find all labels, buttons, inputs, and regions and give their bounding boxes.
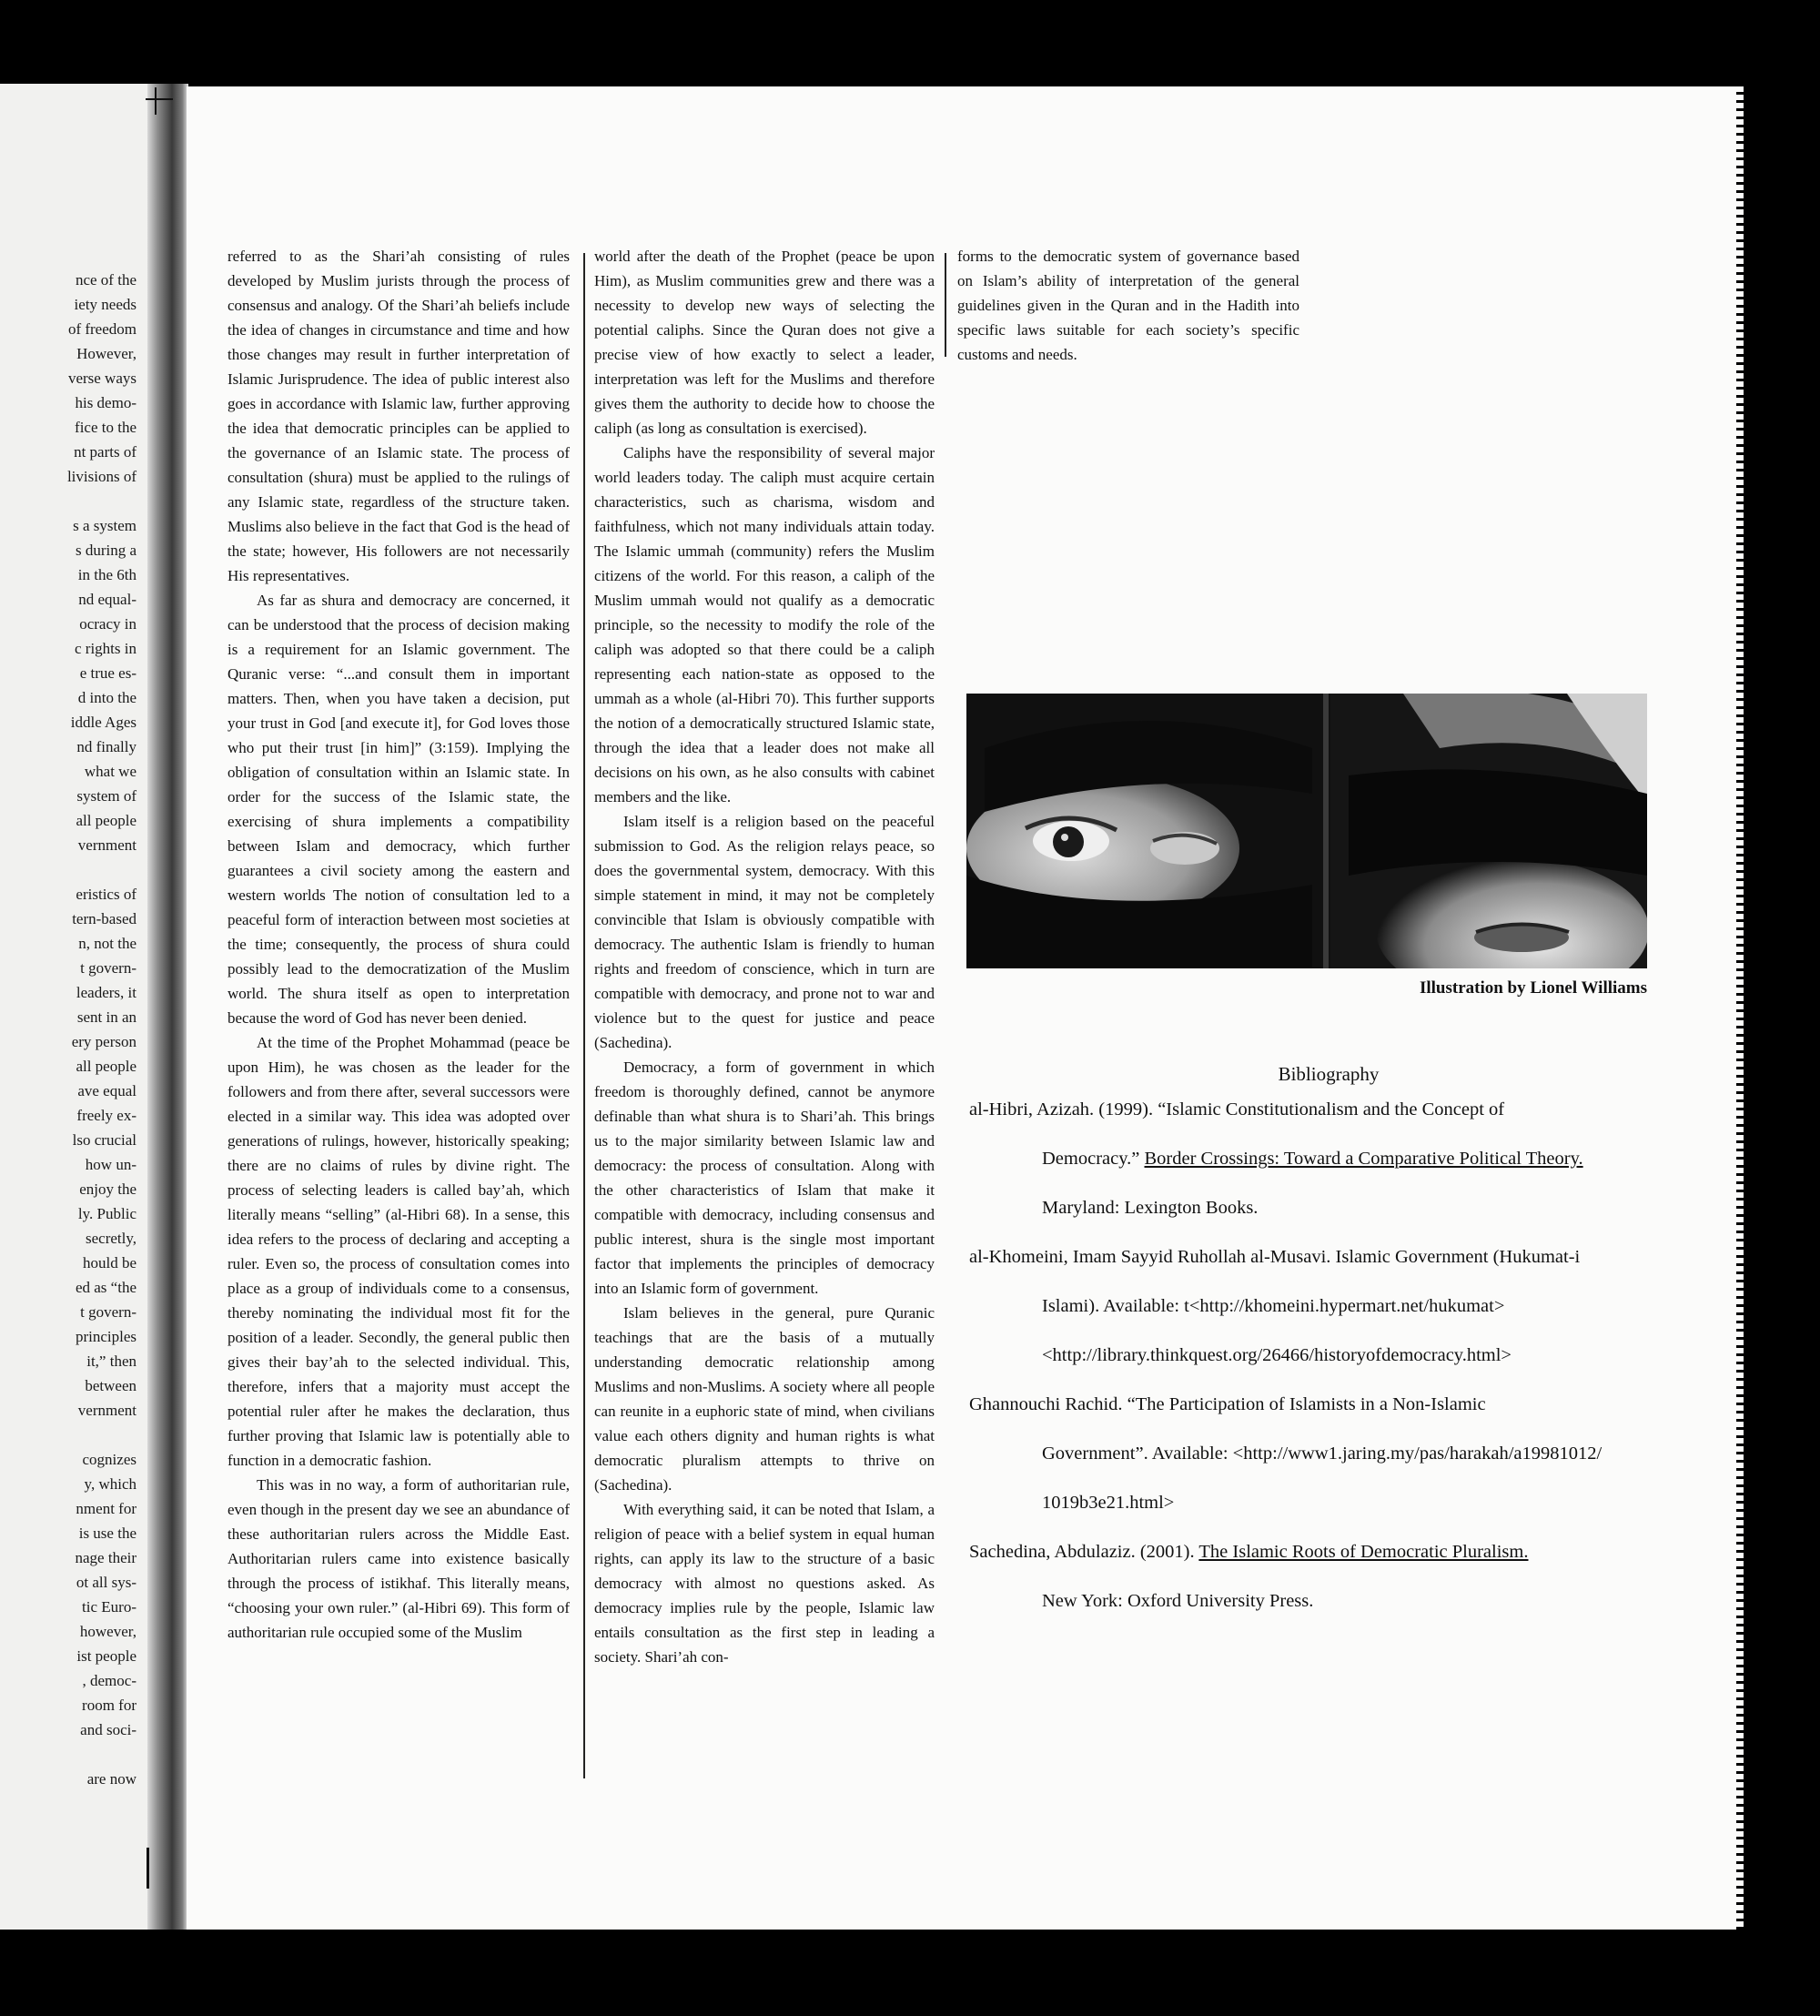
paragraph: forms to the democratic system of governance based on Islam’s ability of interpretation of the general guidelines given in the Quran and in the Hadith into specific laws suitable for each society’s specific customs and needs. [957, 248, 1299, 363]
previous-page-line: it,” then [86, 1352, 136, 1370]
previous-page-line: nce of the [75, 271, 136, 289]
previous-page-line: eristics of [76, 886, 136, 903]
bibliography-heading: Bibliography [1278, 1063, 1380, 1085]
bibliography-line [969, 1247, 1580, 1268]
bibliography-title: The Islamic Roots of Democratic Pluralism. [1198, 1542, 1529, 1562]
previous-page-line: However, [76, 345, 136, 362]
paragraph: world after the death of the Prophet (peace be upon Him), as Muslim communities grew and there was a necessity to develop new ways of selecting the potential caliphs. Since the Quran does not give a precise view of how exactly to select a leader, interpretation was left for the Muslims and therefore gives them the authority to decide how to choose the caliph (as long as consultation is exercised). [594, 248, 935, 437]
column-rule [945, 253, 946, 357]
previous-page-line: ocracy in [79, 615, 136, 633]
previous-page-line: between [85, 1377, 136, 1394]
paragraph: As far as shura and democracy are concerned, it can be understood that the process of decision making is a requirement for an Islamic government. The Quranic verse: “...and consult them in important matters. Then, when you have taken a decision, put your trust in God [and execute it], for God loves those who put their trust [in him]” (3:159). Implying the obligation of consultation within an Islamic state. In order for the success of the Islamic state, the exercising of shura implements a compatibility between Islam and democracy, which further guarantees a civil society among the eastern and western worlds The notion of consultation led to a peaceful form of interaction between most societies at the time; consequently, the process of shura could possibly lead to the democratization of the Muslim world. The shura itself as open to interpretation because the word of God has never been denied. [228, 592, 570, 1027]
previous-page-line: in the 6th [77, 566, 136, 583]
previous-page-line: nage their [75, 1549, 136, 1566]
paragraph: Caliphs have the responsibility of several major world leaders today. The caliph must acquire certain characteristics, such as charisma, wisdom and faithfulness, which not many individuals attain today. The Islamic ummah (community) refers the Muslim citizens of the world. For this reason, a caliph of the Muslim ummah would not qualify as a democratic principle, so the necessity to modify the role of the caliph was adopted so that there could be a caliph representing each nation-state as opposed to the ummah as a whole (al-Hibri 70). This further supports the notion of a democratically structured Islamic state, through the idea that a leader does not make all decisions on his own, as he also consults with cabinet members and the like. [594, 444, 935, 805]
previous-page-line: lso crucial [72, 1131, 136, 1149]
text-column-1 [228, 244, 570, 1645]
previous-page-line: leaders, it [76, 984, 136, 1001]
crop-mark [155, 87, 157, 115]
bibliography-text: Sachedina, Abdulaziz. (2001). [969, 1542, 1199, 1562]
previous-page-line: ly. Public [77, 1205, 136, 1222]
previous-page-line: verse ways [67, 370, 136, 387]
previous-page-line: ery person [71, 1033, 136, 1050]
previous-page-line: how un- [85, 1156, 136, 1173]
previous-page-line: all people [76, 1058, 136, 1075]
column-rule [583, 253, 585, 1778]
bibliography-text: 1019b3e21.html> [1042, 1493, 1175, 1513]
paragraph: This was in no way, a form of authoritarian rule, even though in the present day we see an abundance of these authoritarian rulers across the Middle East. Authoritarian rulers came into existence basically through the process of istikhaf. This literally means, “choosing your own ruler.” (al-Hibri 69). This form of authoritarian rule occupied some of the Muslim [228, 1476, 570, 1641]
crop-mark [146, 98, 173, 100]
previous-page-line: t govern- [80, 959, 136, 977]
previous-page-line: tic Euro- [82, 1598, 136, 1616]
previous-page-line: t govern- [80, 1303, 136, 1321]
previous-page-line: nt parts of [74, 443, 136, 461]
text-column-2 [594, 244, 935, 1669]
previous-page-line: livisions of [66, 468, 136, 485]
bibliography-text: Ghannouchi Rachid. “The Participation of Islamists in a Non-Islamic [969, 1394, 1486, 1414]
previous-page-line: room for [82, 1697, 136, 1714]
crop-mark [147, 1848, 149, 1889]
previous-page-line: c rights in [75, 640, 136, 657]
paragraph: Islam itself is a religion based on the peaceful submission to God. As the religion relays peace, so does the governmental system, democracy. With this simple statement in mind, it may not be completely convincible that Islam is obviously compatible with democracy. The authentic Islam is friendly to human rights and freedom of conscience, which in turn are compatible with democracy, and prone not to war and violence but to the quest for justice and peace (Sachedina). [594, 813, 935, 1051]
bibliography-line [969, 1394, 1486, 1415]
previous-page-line: fice to the [75, 419, 136, 436]
veiled-faces-illustration [966, 694, 1647, 968]
bibliography-line [1042, 1444, 1602, 1464]
bibliography-text: Maryland: Lexington Books. [1042, 1198, 1259, 1218]
bibliography-text: <http://library.thinkquest.org/26466/historyofdemocracy.html> [1042, 1345, 1512, 1365]
bibliography-line [969, 1542, 1528, 1563]
previous-page-line: vernment [77, 836, 136, 854]
paragraph: With everything said, it can be noted that Islam, a religion of peace with a belief system in equal human rights, can apply its law to the structure of a basic democracy with almost no questions asked. As democracy implies rule by the people, Islamic law entails consultation as the first step in leading a society. Shari’ah con- [594, 1501, 935, 1666]
bibliography-line [969, 1099, 1504, 1120]
previous-page-line: what we [84, 763, 136, 780]
bibliography-title: Border Crossings: Toward a Comparative Political Theory. [1144, 1149, 1583, 1169]
previous-page-line: are now [86, 1770, 136, 1788]
previous-page-line: however, [79, 1623, 136, 1640]
previous-page-line: is use the [78, 1525, 136, 1542]
previous-page-line: iddle Ages [70, 714, 136, 731]
previous-page-line: principles [75, 1328, 136, 1345]
bibliography-text: Islami). Available: t<http://khomeini.hypermart.net/hukumat> [1042, 1296, 1505, 1316]
bibliography-line [1042, 1296, 1504, 1317]
bibliography-text: al-Hibri, Azizah. (1999). “Islamic Constitutionalism and the Concept of [969, 1099, 1505, 1119]
text-column-3 [957, 244, 1299, 367]
bibliography-line [1042, 1198, 1258, 1219]
previous-page-line: d into the [77, 689, 136, 706]
bibliography-line [1042, 1345, 1512, 1366]
paragraph: At the time of the Prophet Mohammad (peace be upon Him), he was chosen as the leader for the followers and from there after, several successors were elected in a similar way. This idea was adopted over generations of rulings, however, historically speaking; there are no claims of rules by divine right. The process of selecting leaders is called bay’ah, which literally means “selling” (al-Hibri 68). In a sense, this idea refers to the process of declaring and accepting a ruler. Even so, the process of consultation comes into place as a group of individuals come to a consensus, thereby nominating the individual most fit for the position of a leader. Secondly, the general public then gives their bay’ah to the selected individual. This, therefore, infers that a majority must accept the potential ruler after he makes the declaration, thus further proving that Islamic law is potentially able to function in a democratic fashion. [228, 1034, 570, 1469]
previous-page-line: sent in an [76, 1008, 136, 1026]
previous-page-line: e true es- [79, 664, 136, 682]
previous-page-line: tern-based [72, 910, 136, 927]
previous-page-line: iety needs [74, 296, 136, 313]
page-edge [1736, 86, 1744, 1930]
previous-page-line: s a system [73, 517, 136, 534]
paragraph: referred to as the Shari’ah consisting of rules developed by Muslim jurists through the process of consensus and analogy. Of the Shari’ah beliefs include the idea of changes in circumstance and time and how those changes may result in further interpretation of Islamic Jurisprudence. The idea of public interest also goes in accordance with Islamic law, further approving the idea that democratic principles can be applied to the governance of an Islamic state. The process of consultation (shura) must be applied to the rulings of any Islamic state, regardless of the structure taken. Muslims also believe in the fact that God is the head of the state; however, His followers are not necessarily His representatives. [228, 248, 570, 584]
previous-page-line: nd equal- [78, 591, 136, 608]
previous-page-line: of freedom [67, 320, 136, 338]
paragraph: Islam believes in the general, pure Quranic teachings that are the basis of a mutually understanding democratic relationship among Muslims and non-Muslims. A society where all people can reunite in a euphoric state of mind, when civilians value each others dignity and human rights is what democratic pluralism attempts to thrive on (Sachedina). [594, 1304, 935, 1494]
illustration-image [966, 694, 1647, 968]
book-gutter [147, 84, 188, 1930]
previous-page-line: ave equal [77, 1082, 136, 1099]
previous-page-fragment [0, 84, 155, 1930]
illustration-caption: Illustration by Lionel Williams [1419, 978, 1647, 998]
previous-page-line: nment for [76, 1500, 136, 1517]
previous-page-line: nd finally [76, 738, 136, 755]
previous-page-line: y, which [84, 1475, 136, 1493]
bibliography-text: New York: Oxford University Press. [1042, 1591, 1314, 1611]
previous-page-line: hould be [82, 1254, 136, 1271]
previous-page-line: freely ex- [76, 1107, 136, 1124]
previous-page-line: ot all sys- [76, 1574, 136, 1591]
previous-page-line: enjoy the [79, 1180, 136, 1198]
previous-page-line: , democ- [82, 1672, 136, 1689]
previous-page-line: system of [76, 787, 136, 805]
previous-page-line: and soci- [80, 1721, 136, 1738]
previous-page-line: his demo- [75, 394, 136, 411]
previous-page-line: s during a [75, 542, 136, 559]
previous-page-line: vernment [77, 1402, 136, 1419]
previous-page-line: secretly, [85, 1230, 136, 1247]
previous-page-line: all people [76, 812, 136, 829]
bibliography-line [1042, 1493, 1174, 1514]
previous-page-line: cognizes [82, 1451, 136, 1468]
bibliography-line [1042, 1149, 1583, 1170]
paragraph: Democracy, a form of government in which freedom is thoroughly defined, cannot be anymore definable than what shura is to Shari’ah. This brings us to the major similarity between Islamic law and democracy: the process of consultation. Along with the other characteristics of Islam that make it compatible with democracy, including consensus and public interest, shura is the single most important factor that implements the principles of democracy into an Islamic form of government. [594, 1059, 935, 1297]
previous-page-line: n, not the [78, 935, 136, 952]
bibliography-text: Democracy.” [1042, 1149, 1145, 1169]
previous-page-line: ed as “the [75, 1279, 136, 1296]
bibliography-line [1042, 1591, 1313, 1612]
previous-page-line: ist people [76, 1647, 136, 1665]
bibliography-text: al-Khomeini, Imam Sayyid Ruhollah al-Musavi. Islamic Government (Hukumat-i [969, 1247, 1581, 1267]
bibliography-text: Government”. Available: <http://www1.jaring.my/pas/harakah/a19981012/ [1042, 1444, 1603, 1464]
